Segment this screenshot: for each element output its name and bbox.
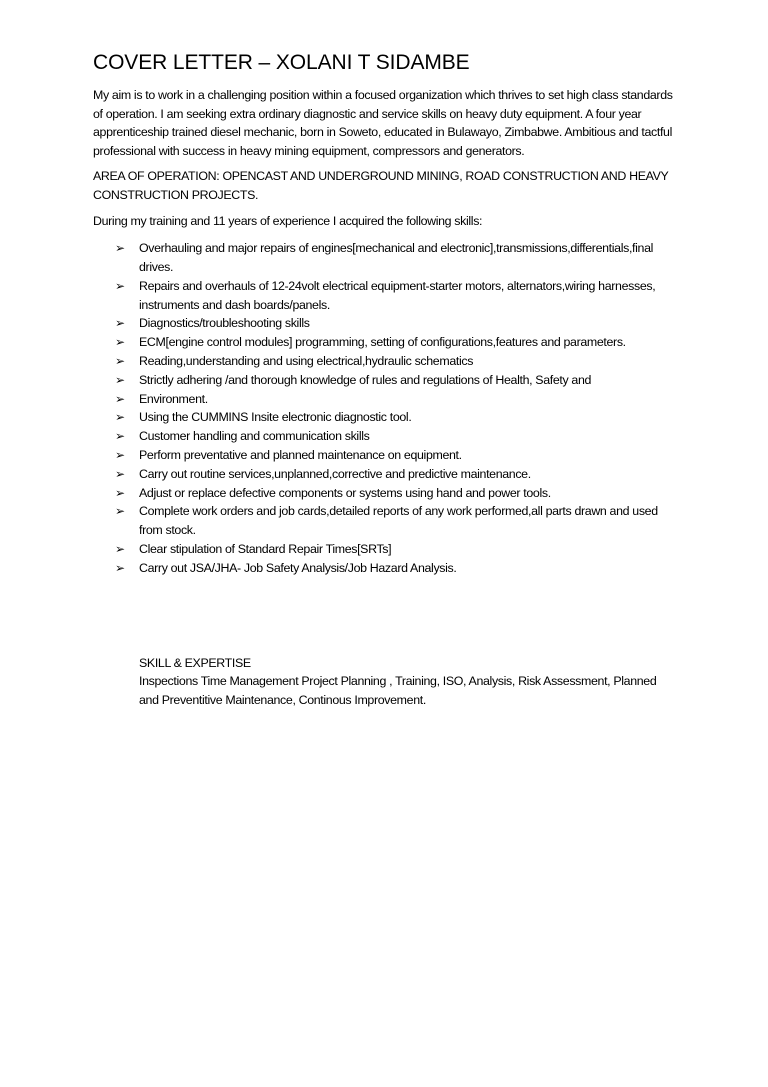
arrow-bullet-icon: ➢ <box>115 372 125 387</box>
list-item <box>115 277 678 315</box>
list-item <box>115 371 678 390</box>
expertise-text: Inspections Time Management Project Planning , Training, ISO, Analysis, Risk Assessment, Planned and Preventitive Maintenance, Continous Improvement. <box>139 674 657 707</box>
document-content <box>93 50 678 709</box>
skill-text: Carry out JSA/JHA- Job Safety Analysis/Job Hazard Analysis. <box>139 560 457 575</box>
area-of-operation-paragraph: AREA OF OPERATION: OPENCAST AND UNDERGROUND MINING, ROAD CONSTRUCTION AND HEAVY CONSTRUCTION PROJECTS. <box>93 169 669 202</box>
arrow-bullet-icon: ➢ <box>115 429 125 444</box>
arrow-bullet-icon: ➢ <box>115 560 125 575</box>
arrow-bullet-icon: ➢ <box>115 391 125 406</box>
skill-text: Reading,understanding and using electrical,hydraulic schematics <box>139 353 474 368</box>
arrow-bullet-icon: ➢ <box>115 541 125 556</box>
skills-list <box>93 239 678 577</box>
arrow-bullet-icon: ➢ <box>115 504 125 519</box>
page-title: COVER LETTER – XOLANI T SIDAMBE <box>93 51 470 74</box>
list-item <box>115 408 678 427</box>
arrow-bullet-icon: ➢ <box>115 485 125 500</box>
list-item <box>115 465 678 484</box>
skill-text: Customer handling and communication skills <box>139 429 370 444</box>
intro-paragraph: My aim is to work in a challenging position within a focused organization which thrives to set high class standards of operation. I am seeking extra ordinary diagnostic and service skills on heavy duty equipment. A four year apprenticeship trained diesel mechanic, born in Soweto, educated in Bulawayo, Zimbabwe. Ambitious and tactful professional with success in heavy mining equipment, compressors and generators. <box>93 88 673 158</box>
skill-text: Repairs and overhauls of 12-24volt electrical equipment-starter motors, alternators,wiring harnesses, instruments and dash boards/panels. <box>139 278 656 312</box>
arrow-bullet-icon: ➢ <box>115 447 125 462</box>
list-item <box>115 333 678 352</box>
list-item <box>115 484 678 503</box>
arrow-bullet-icon: ➢ <box>115 466 125 481</box>
skill-text: Perform preventative and planned maintenance on equipment. <box>139 447 462 462</box>
skill-text: Using the CUMMINS Insite electronic diagnostic tool. <box>139 410 412 425</box>
list-item <box>115 559 678 578</box>
list-item <box>115 427 678 446</box>
arrow-bullet-icon: ➢ <box>115 316 125 331</box>
skill-text: Carry out routine services,unplanned,corrective and predictive maintenance. <box>139 466 531 481</box>
expertise-heading: SKILL & EXPERTISE <box>139 655 251 670</box>
skill-text: Environment. <box>139 391 208 406</box>
list-item <box>115 352 678 371</box>
skill-expertise-section <box>93 654 678 710</box>
skill-text: Overhauling and major repairs of engines[mechanical and electronic],transmissions,differentials,final drives. <box>139 241 654 274</box>
arrow-bullet-icon: ➢ <box>115 241 125 256</box>
arrow-bullet-icon: ➢ <box>115 335 125 350</box>
skills-intro-paragraph: During my training and 11 years of experience I acquired the following skills: <box>93 213 483 228</box>
list-item <box>115 239 678 277</box>
skill-text: Clear stipulation of Standard Repair Times[SRTs] <box>139 541 392 556</box>
list-item <box>115 502 678 540</box>
skill-text: Strictly adhering /and thorough knowledge of rules and regulations of Health, Safety and <box>139 372 592 387</box>
arrow-bullet-icon: ➢ <box>115 353 125 368</box>
skill-text: Adjust or replace defective components or systems using hand and power tools. <box>139 485 551 500</box>
list-item <box>115 390 678 409</box>
skill-text: Diagnostics/troubleshooting skills <box>139 316 310 331</box>
list-item <box>115 540 678 559</box>
skill-text: Complete work orders and job cards,detailed reports of any work performed,all parts drawn and used from stock. <box>139 504 658 538</box>
arrow-bullet-icon: ➢ <box>115 278 125 293</box>
arrow-bullet-icon: ➢ <box>115 410 125 425</box>
list-item <box>115 314 678 333</box>
skill-text: ECM[engine control modules] programming, setting of configurations,features and parameters. <box>139 335 626 350</box>
list-item <box>115 446 678 465</box>
